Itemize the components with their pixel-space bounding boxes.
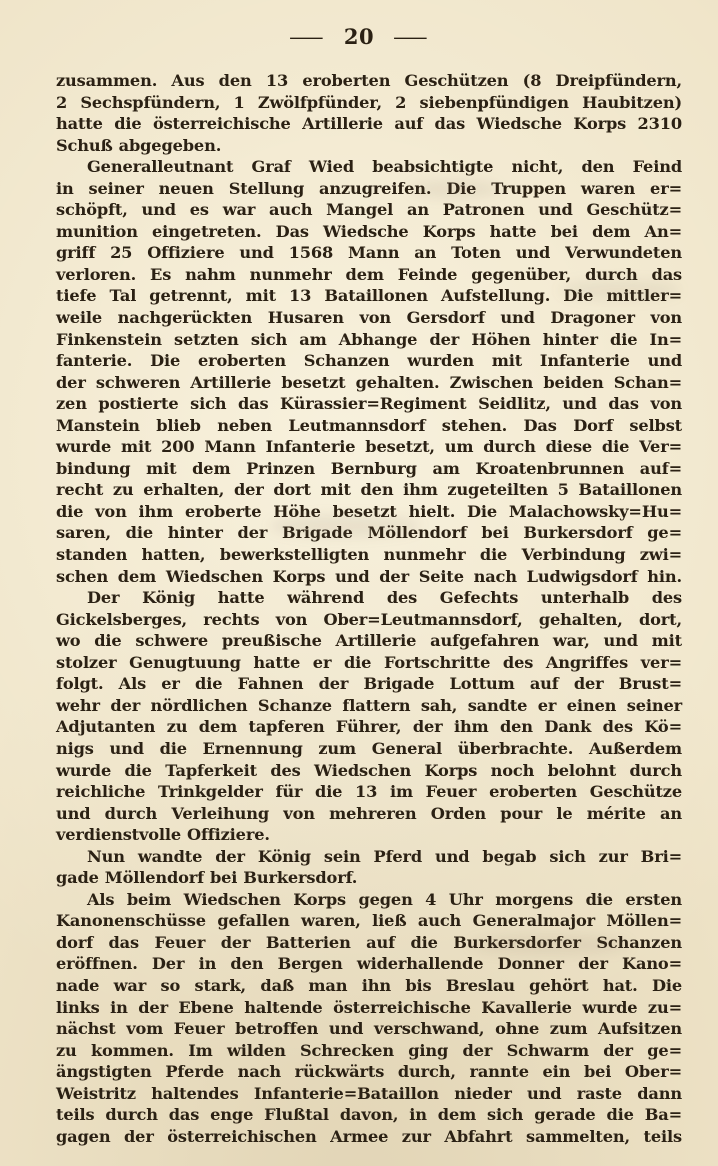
text-line: folgt. Als er die Fahnen der Brigade Lottum auf der Brust= <box>56 674 682 694</box>
text-line: nigs und die Ernennung zum General überbrachte. Außerdem <box>56 738 682 758</box>
page-header <box>0 0 718 49</box>
text-line: verloren. Es nahm nunmehr dem Feinde gegenüber, durch das <box>56 264 682 284</box>
text-line: Generalleutnant Graf Wied beabsichtigte nicht, den Feind <box>87 157 682 177</box>
text-line: griff 25 Offiziere und 1568 Mann an Toten und Verwundeten <box>56 243 682 263</box>
text-line: zu kommen. Im wilden Schrecken ging der Schwarm der ge= <box>56 1040 682 1060</box>
text-line: ängstigten Pferde nach rückwärts durch, rannte ein bei Ober= <box>56 1062 682 1082</box>
text-line: und durch Verleihung von mehreren Orden pour le mérite an <box>56 803 682 823</box>
text-line: Adjutanten zu dem tapferen Führer, der ihm den Dank des Kö= <box>56 717 682 737</box>
text-line: Weistritz haltendes Infanterie=Bataillon nieder und raste dann <box>56 1083 682 1103</box>
page-number: 20 <box>343 24 375 49</box>
text-line: Finkenstein setzten sich am Abhange der Höhen hinter die In= <box>56 329 682 349</box>
text-line: wurde mit 200 Mann Infanterie besetzt, um durch diese die Ver= <box>56 437 682 457</box>
header-dash-right: — <box>392 24 430 49</box>
text-line: 2 Sechspfündern, 1 Zwölfpfünder, 2 siebenpfündigen Haubitzen) <box>56 92 682 112</box>
text-line: nächst vom Feuer betroffen und verschwand, ohne zum Aufsitzen <box>56 1019 682 1039</box>
text-line: der schweren Artillerie besetzt gehalten. Zwischen beiden Schan= <box>56 372 682 392</box>
text-line: gagen der österreichischen Armee zur Abfahrt sammelten, teils <box>56 1126 682 1146</box>
text-line: wo die schwere preußische Artillerie aufgefahren war, und mit <box>56 631 682 651</box>
text-line: eröffnen. Der in den Bergen widerhallende Donner der Kano= <box>56 954 682 974</box>
text-line: schöpft, und es war auch Mangel an Patronen und Geschütz= <box>56 200 682 220</box>
text-line: in seiner neuen Stellung anzugreifen. Die Truppen waren er= <box>56 178 682 198</box>
body-text <box>0 49 718 1147</box>
text-line: teils durch das enge Flußtal davon, in dem sich gerade die Ba= <box>56 1105 682 1125</box>
text-line: Schuß abgegeben. <box>56 135 222 155</box>
text-line: weile nachgerückten Husaren von Gersdorf und Dragoner von <box>56 308 682 328</box>
text-line: reichliche Trinkgelder für die 13 im Feuer eroberten Geschütze <box>56 782 682 802</box>
text-line: Als beim Wiedschen Korps gegen 4 Uhr morgens die ersten <box>87 889 682 909</box>
text-line: wurde die Tapferkeit des Wiedschen Korps noch belohnt durch <box>56 760 682 780</box>
text-line: Der König hatte während des Gefechts unterhalb des <box>87 588 682 608</box>
text-line: Nun wandte der König sein Pferd und begab sich zur Bri= <box>87 846 682 866</box>
text-line: die von ihm eroberte Höhe besetzt hielt. Die Malachowsky=Hu= <box>56 501 682 521</box>
text-line: wehr der nördlichen Schanze flattern sah, sandte er einen seiner <box>56 695 682 715</box>
text-line: schen dem Wiedschen Korps und der Seite nach Ludwigsdorf hin. <box>56 566 682 586</box>
text-line: hatte die österreichische Artillerie auf das Wiedsche Korps 2310 <box>56 114 682 134</box>
text-line: stolzer Genugtuung hatte er die Fortschritte des Angriffes ver= <box>56 652 682 672</box>
text-line: saren, die hinter der Brigade Möllendorf bei Burkersdorf ge= <box>56 523 682 543</box>
text-line: zen postierte sich das Kürassier=Regiment Seidlitz, und das von <box>56 394 682 414</box>
text-line: Kanonenschüsse gefallen waren, ließ auch Generalmajor Möllen= <box>56 911 682 931</box>
text-line: standen hatten, bewerkstelligten nunmehr die Verbindung zwi= <box>56 545 682 565</box>
text-line: zusammen. Aus den 13 eroberten Geschützen (8 Dreipfündern, <box>56 71 682 90</box>
header-dash-left: — <box>288 24 326 49</box>
text-line: recht zu erhalten, der dort mit den ihm zugeteilten 5 Bataillonen <box>56 480 682 500</box>
text-line: tiefe Tal getrennt, mit 13 Bataillonen Aufstellung. Die mittler= <box>56 286 682 306</box>
text-line: bindung mit dem Prinzen Bernburg am Kroatenbrunnen auf= <box>56 458 682 478</box>
text-line: dorf das Feuer der Batterien auf die Burkersdorfer Schanzen <box>56 932 682 952</box>
text-line: munition eingetreten. Das Wiedsche Korps hatte bei dem An= <box>56 221 682 241</box>
text-line: fanterie. Die eroberten Schanzen wurden mit Infanterie und <box>56 351 682 371</box>
text-line: links in der Ebene haltende österreichische Kavallerie wurde zu= <box>56 997 682 1017</box>
text-line: gade Möllendorf bei Burkersdorf. <box>56 868 358 888</box>
text-line: Gickelsberges, rechts von Ober=Leutmannsdorf, gehalten, dort, <box>56 609 682 629</box>
text-line: Manstein blieb neben Leutmannsdorf stehen. Das Dorf selbst <box>56 415 682 435</box>
text-line: verdienstvolle Offiziere. <box>56 825 270 845</box>
text-line: nade war so stark, daß man ihn bis Breslau gehört hat. Die <box>56 975 682 995</box>
